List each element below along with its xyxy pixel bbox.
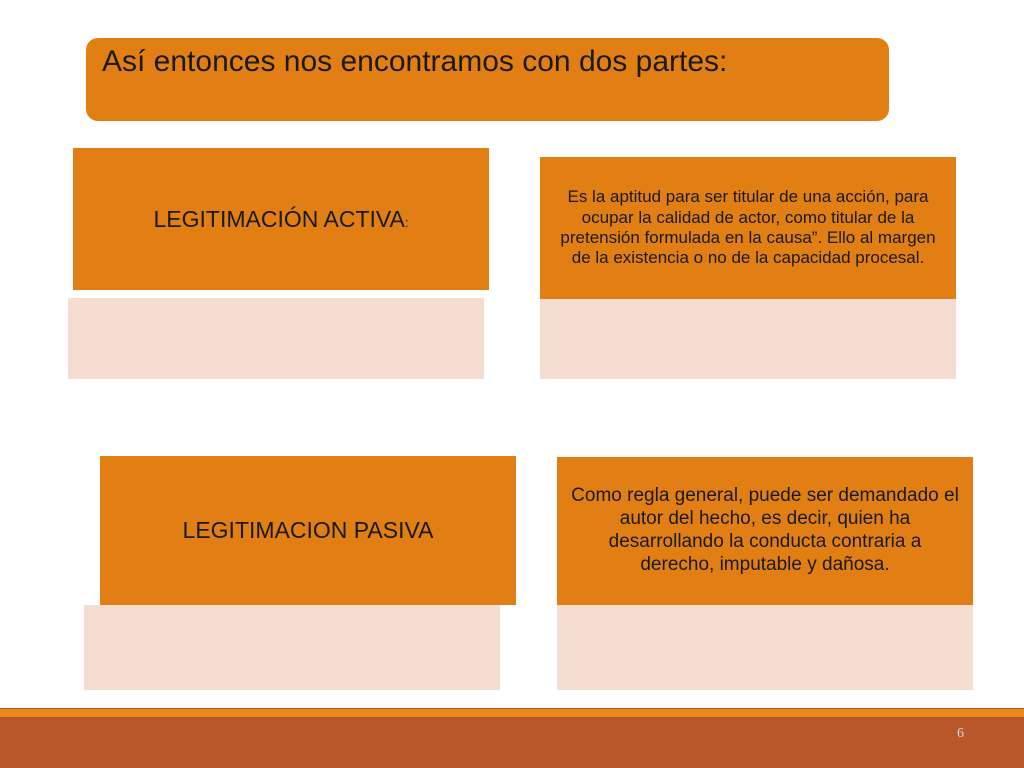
active-label: LEGITIMACIÓN ACTIVA: xyxy=(153,205,409,232)
passive-desc-box xyxy=(557,457,973,605)
passive-label: LEGITIMACION PASIVA xyxy=(182,517,434,543)
active-desc-shadow xyxy=(540,298,956,379)
active-desc-box xyxy=(540,157,956,299)
title-box xyxy=(86,38,889,121)
active-label-colon: : xyxy=(404,214,409,230)
active-label-box xyxy=(73,148,489,290)
passive-description: Como regla general, puede ser demandado el autor del hecho, es decir, quien ha desarrollando la conducta contraria a derecho, imputable y dañosa. xyxy=(571,485,959,575)
active-label-shadow xyxy=(68,298,484,379)
passive-label-shadow xyxy=(84,605,500,690)
footer-band xyxy=(0,708,1024,768)
passive-desc-shadow xyxy=(557,605,973,690)
active-description: Es la aptitud para ser titular de una acción, para ocupar la calidad de actor, como titular de la pretensión formulada en la causa”. Ello al margen de la existencia o no de la capacidad procesal. xyxy=(560,187,936,268)
slide-title: Así entonces nos encontramos con dos partes: xyxy=(102,45,728,78)
passive-label-box xyxy=(100,456,516,605)
page-number: 6 xyxy=(957,726,964,741)
footer-line xyxy=(0,709,1024,717)
